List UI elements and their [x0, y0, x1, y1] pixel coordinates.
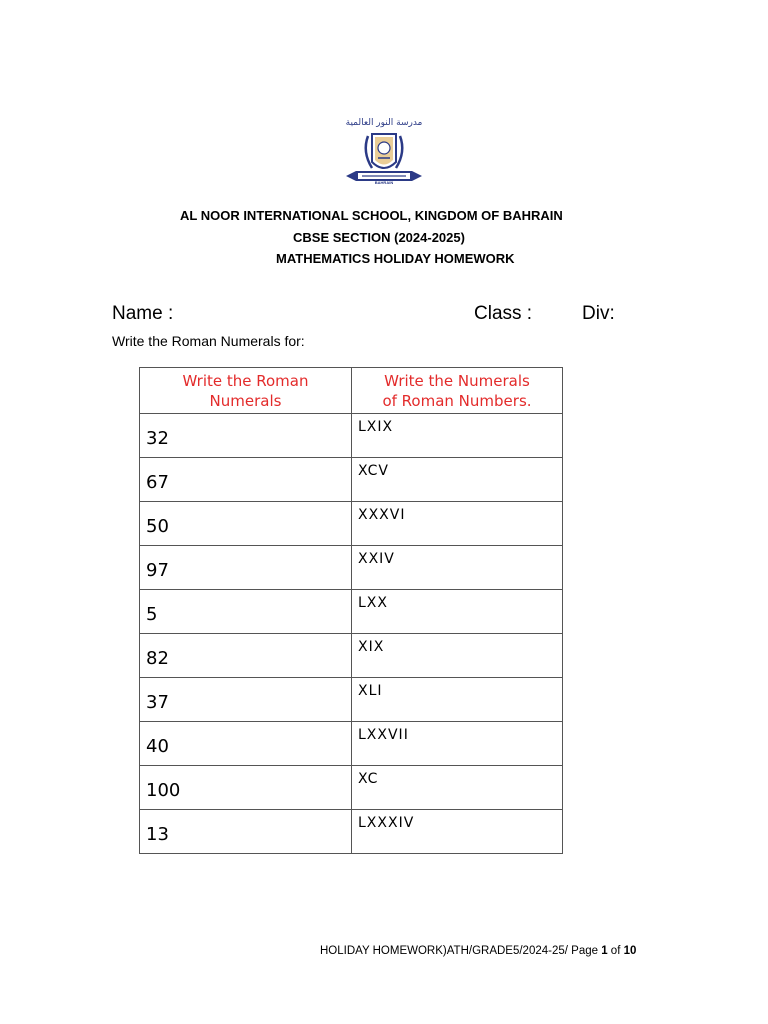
table-row [140, 766, 563, 810]
roman-value: LXXXIV [358, 815, 415, 831]
number-value: 32 [146, 428, 169, 449]
footer-page-total: 10 [623, 945, 637, 957]
number-value: 5 [146, 604, 158, 625]
roman-value: LXX [358, 595, 388, 611]
section-heading: CBSE SECTION (2024-2025) [293, 230, 465, 245]
number-value: 67 [146, 472, 169, 493]
number-value: 37 [146, 692, 169, 713]
roman-cell [352, 722, 563, 766]
logo-caption: BAHRAIN [374, 180, 394, 185]
footer-of: of [607, 945, 624, 957]
roman-value: XIX [358, 639, 385, 655]
school-name-heading: AL NOOR INTERNATIONAL SCHOOL, KINGDOM OF BAHRAIN [180, 208, 563, 223]
roman-cell [352, 678, 563, 722]
roman-value: XCV [358, 463, 389, 479]
roman-cell [352, 502, 563, 546]
roman-cell [352, 634, 563, 678]
number-value: 13 [146, 824, 169, 845]
roman-cell [352, 414, 563, 458]
number-cell [140, 678, 352, 722]
class-label: Class : [474, 303, 533, 324]
table-row [140, 546, 563, 590]
number-cell [140, 722, 352, 766]
roman-value: XC [358, 771, 379, 787]
number-cell [140, 590, 352, 634]
roman-value: XXXVI [358, 507, 406, 523]
table-row [140, 590, 563, 634]
number-cell [140, 414, 352, 458]
table-row [140, 634, 563, 678]
footer-page-number: 1 [601, 945, 608, 957]
homework-title: MATHEMATICS HOLIDAY HOMEWORK [276, 251, 515, 266]
name-label: Name : [112, 303, 174, 324]
div-label: Div: [582, 303, 615, 324]
column-header-write-roman: Write the Roman Numerals [140, 368, 352, 414]
logo-arabic-text: مدرسة النور العالمية [345, 118, 423, 128]
roman-value: XLI [358, 683, 383, 699]
column-header-write-numerals: Write the Numerals of Roman Numbers. [352, 368, 563, 414]
roman-numerals-table [139, 367, 563, 854]
number-value: 50 [146, 516, 169, 537]
instruction-text: Write the Roman Numerals for: [112, 333, 305, 349]
number-value: 100 [146, 780, 181, 801]
page-footer [320, 945, 636, 957]
number-value: 40 [146, 736, 169, 757]
table-row [140, 414, 563, 458]
number-cell [140, 810, 352, 854]
table-header-row [140, 368, 563, 414]
roman-cell [352, 590, 563, 634]
school-logo [342, 118, 426, 190]
table-row [140, 722, 563, 766]
table-body [140, 414, 563, 854]
table-row [140, 458, 563, 502]
roman-value: LXXVII [358, 727, 409, 743]
roman-cell [352, 546, 563, 590]
number-cell [140, 458, 352, 502]
roman-cell [352, 458, 563, 502]
number-value: 82 [146, 648, 169, 669]
number-cell [140, 502, 352, 546]
table-row [140, 810, 563, 854]
roman-cell [352, 810, 563, 854]
table-row [140, 502, 563, 546]
footer-reference: HOLIDAY HOMEWORK)ATH/GRADE5/2024-25/ Page [320, 945, 602, 957]
number-value: 97 [146, 560, 169, 581]
roman-cell [352, 766, 563, 810]
number-cell [140, 546, 352, 590]
roman-value: LXIX [358, 419, 394, 435]
number-cell [140, 766, 352, 810]
roman-value: XXIV [358, 551, 395, 567]
number-cell [140, 634, 352, 678]
table-row [140, 678, 563, 722]
